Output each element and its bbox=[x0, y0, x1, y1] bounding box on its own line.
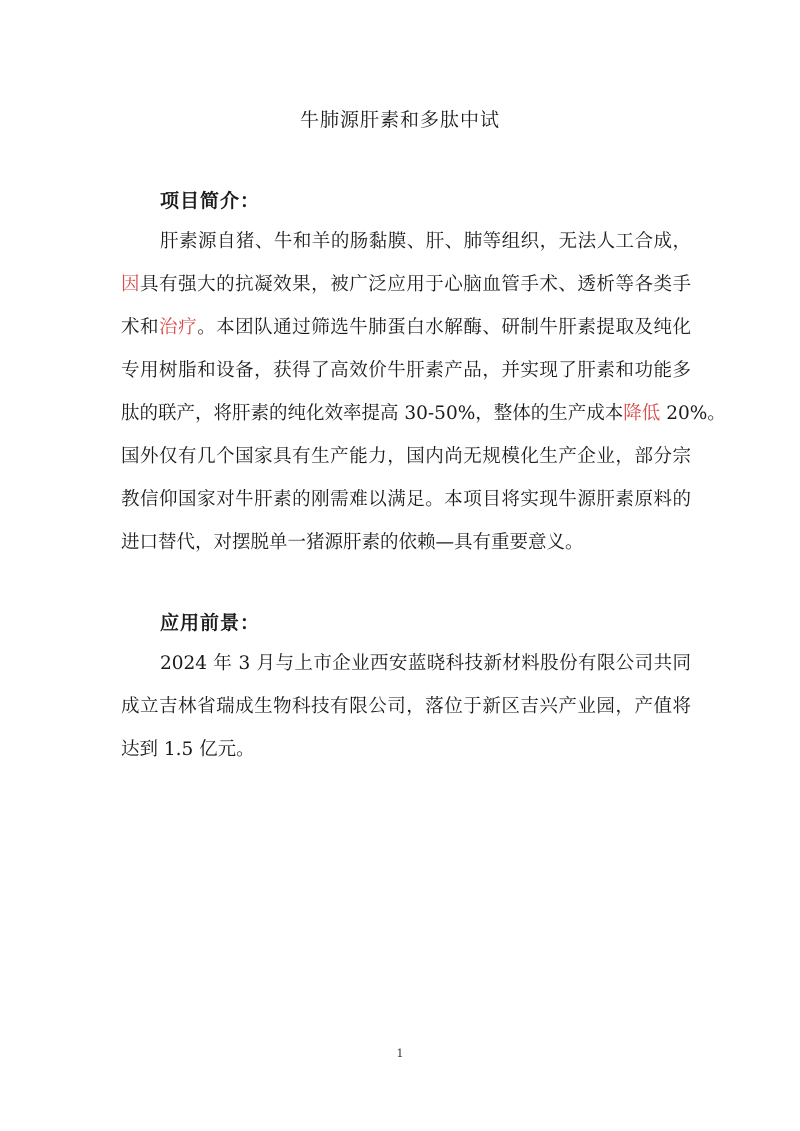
paragraph-line bbox=[121, 435, 691, 478]
section-heading-intro: 项目简介： bbox=[160, 190, 261, 212]
text-segment: 进口替代，对摆脱单一猪源肝素的依赖—具有重要意义。 bbox=[121, 532, 584, 553]
text-segment: 专用树脂和设备，获得了高效价牛肝素产品，并实现了肝素和功能多 bbox=[121, 360, 691, 381]
text-segment: 肽的联产，将肝素的纯化效率提高 30-50%，整体的生产成本 bbox=[121, 403, 624, 424]
paragraph-line bbox=[121, 478, 691, 521]
section-body-intro bbox=[121, 220, 726, 564]
highlighted-text: 治疗 bbox=[159, 317, 198, 338]
text-segment: 成立吉林省瑞成生物科技有限公司，落位于新区吉兴产业园，产值将 bbox=[121, 696, 691, 717]
paragraph-line bbox=[121, 521, 691, 564]
text-segment: 具有强大的抗凝效果，被广泛应用于心脑血管手术、透析等各类手 bbox=[140, 274, 691, 295]
paragraph-line bbox=[121, 642, 691, 685]
paragraph-line bbox=[121, 220, 691, 263]
paragraph-line bbox=[121, 349, 691, 392]
text-segment: 国外仅有几个国家具有生产能力，国内尚无规模化生产企业，部分宗 bbox=[121, 446, 691, 467]
text-segment: 教信仰国家对牛肝素的刚需难以满足。本项目将实现牛源肝素原料的 bbox=[121, 489, 691, 510]
paragraph-line bbox=[121, 392, 726, 435]
paragraph-line bbox=[121, 685, 691, 728]
text-segment: 术和 bbox=[121, 317, 160, 338]
highlighted-text: 降低 bbox=[623, 403, 661, 424]
text-segment: 2024 年 3 月与上市企业西安蓝晓科技新材料股份有限公司共同 bbox=[160, 653, 691, 674]
section-heading-prospects: 应用前景： bbox=[160, 612, 261, 634]
text-segment: 达到 1.5 亿元。 bbox=[121, 739, 255, 760]
page-number: 1 bbox=[396, 1047, 404, 1060]
section-body-prospects bbox=[121, 642, 691, 771]
paragraph-line bbox=[121, 306, 691, 349]
highlighted-text: 因 bbox=[121, 274, 141, 295]
text-segment: 。本团队通过筛选牛肺蛋白水解酶、研制牛肝素提取及纯化 bbox=[197, 317, 691, 338]
paragraph-line bbox=[121, 263, 691, 306]
paragraph-line bbox=[121, 728, 691, 771]
document-title: 牛肺源肝素和多肽中试 bbox=[299, 109, 500, 131]
text-segment: 20%。 bbox=[660, 403, 726, 424]
text-segment: 肝素源自猪、牛和羊的肠黏膜、肝、肺等组织，无法人工合成， bbox=[160, 231, 691, 252]
